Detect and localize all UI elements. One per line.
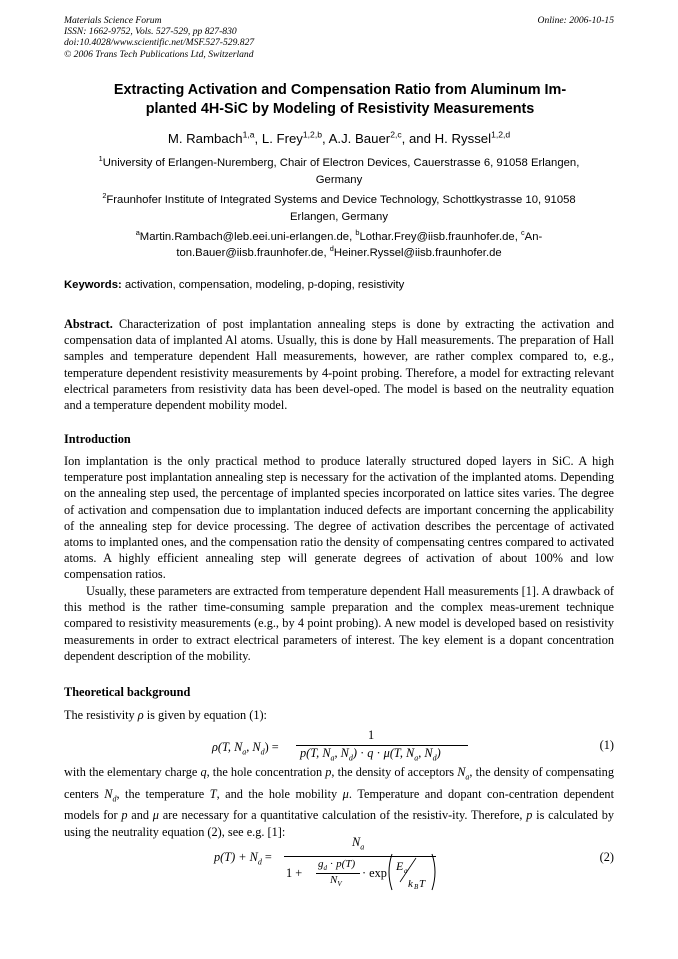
theory-paragraph [64, 764, 614, 840]
email-sup: d [329, 244, 334, 254]
journal-issn: ISSN: 1662-9752, Vols. 527-529, pp 827-830 [64, 26, 237, 38]
journal-doi: doi:10.4028/www.scientific.net/MSF.527-529.827 [64, 37, 255, 49]
title-line-2: planted 4H-SiC by Modeling of Resistivity Measurements [145, 101, 535, 117]
theory-text: with the elementary charge [64, 765, 201, 779]
eq1-denominator: p(T, $N_a$, $N_d) \cdot q \cdot \mu(T$, $N_a$, $N_d$) [300, 746, 441, 763]
symbol: N [457, 765, 466, 779]
eq1-lhs-text: ρ(T, N [212, 740, 243, 754]
email-address[interactable]: Heiner.Ryssel@iisb.fraunhofer.de [333, 247, 502, 259]
online-date: Online: 2006-10-15 [537, 15, 614, 26]
theory-text: and [127, 808, 153, 823]
symbol: q [200, 765, 207, 779]
svg-text:B: B [414, 883, 419, 891]
eq2-inner-denominator: $N_V$ [330, 874, 342, 889]
theory-text: , the hole concentration [206, 765, 326, 779]
symbol: N [104, 786, 113, 801]
email-address[interactable]: An- [524, 231, 543, 243]
svg-text:k: k [408, 878, 413, 890]
symbol: T [209, 786, 217, 801]
symbol: μ [152, 808, 159, 823]
email-sup: c [521, 228, 525, 238]
email-sup: a [135, 228, 140, 238]
section-heading-introduction: Introduction [64, 432, 131, 446]
eq2-one-plus: 1 + [286, 866, 303, 880]
introduction-paragraph-2: Usually, these parameters are extracted from temperature dependent Hall measurements [1]. A drawback of this method is the rather time-consuming sample preparation and the complex meas-urement technique compared to resistivity measurements (e.g., by 4 point probing). A new model is developed based on resistivity measurements in order to extract electrical parameters of interest. The key element is a dopant concentration dependent description of the mobility. [64, 584, 614, 663]
affiliation-text: University of Erlangen-Nuremberg, Chair of Electron Devices, Cauerstrasse 6, 91058 Erlangen, [102, 157, 580, 169]
journal-header [64, 15, 254, 60]
author-sup: 1,a [242, 129, 255, 140]
affiliation-text: Germany [315, 174, 363, 186]
theory-text: The resistivity [64, 708, 138, 722]
affiliation-text: Erlangen, Germany [290, 211, 388, 223]
eq2-inner-numerator: $g_d \cdot p(T)$ [318, 858, 356, 873]
theory-text: are necessary for a quantitative calculation of the resistiv-ity. Therefore, [158, 808, 527, 823]
affiliation-text: Fraunhofer Institute of Integrated Systems and Device Technology, Schottkystrasse 10, 91058 [106, 194, 576, 206]
section-heading-theory: Theoretical background [64, 685, 191, 699]
keywords-text: activation, compensation, modeling, p-doping, resistivity [121, 279, 405, 291]
eq2-numerator: $N_a$ [352, 835, 365, 852]
eq1-sub: a [242, 747, 247, 757]
author-name: M. Rambach [167, 131, 243, 146]
author-sup: 1,2,b [302, 129, 322, 140]
affiliation-1 [64, 155, 614, 189]
keywords [64, 279, 614, 291]
author-separator: , and [401, 131, 435, 146]
svg-text:T: T [419, 878, 426, 890]
theory-text: , and the hole mobility [216, 786, 343, 801]
abstract-text: Characterization of post implantation annealing steps is done by extracting the activation and compensation data of implanted Al atoms. Usually, this is done by Hall measurements. The preparation of Hall samples and temperature dependent Hall measurements, however, are rather complex compared to, e.g., temperature dependent resistivity measurements by 4-point probing. Therefore, a model for extracting relevant electrical parameters from resistivity data has been devel-oped. The model is based on the neutrality equation and a temperature dependent mobility model. [64, 317, 614, 413]
author-separator: , [254, 131, 262, 146]
symbol-sub: a [465, 772, 470, 782]
affiliation-sup: 2 [102, 191, 107, 201]
email-sup: b [355, 228, 360, 238]
author-name: H. Ryssel [434, 131, 492, 146]
author-name: L. Frey [261, 131, 303, 146]
email-address[interactable]: Lothar.Frey@iisb.fraunhofer.de, [359, 231, 521, 243]
symbol: p [325, 765, 332, 779]
theory-text: , the density of acceptors [331, 765, 458, 779]
symbol: p [121, 808, 128, 823]
email-address[interactable]: Martin.Rambach@leb.eei.uni-erlangen.de, [139, 231, 356, 243]
svg-text:a: a [404, 867, 408, 875]
affiliation-2 [64, 192, 614, 226]
journal-copyright: © 2006 Trans Tech Publications Ltd, Switzerland [64, 48, 254, 60]
author-list [64, 131, 614, 146]
title-line-1: Extracting Activation and Compensation Ratio from Aluminum Im- [113, 82, 567, 98]
symbol: p [526, 808, 533, 823]
theory-text: . Temperature and dopant con-centration dependent models for [64, 786, 614, 823]
theory-text: , the density of compensating centers [64, 765, 614, 801]
abstract-label: Abstract. [64, 317, 113, 331]
eq2-exp: · exp [362, 866, 387, 880]
eq1-lhs [212, 740, 279, 756]
introduction-paragraph-1: Ion implantation is the only practical method to produce laterally structured doped layers in SiC. A high temperature post implantation annealing step is necessary for the activation of the implanted atoms. Depending on the annealing step used, the percentage of implanted species incorporated on lattice sites varies. The degree of activation and compensation due to implantation induced defects are important concerning the applicability of the annealing step for device processing. The degree of activation describes the percentage of activated atoms to implanted ones, and the compensation ratio the density of compensating centres compared to activated atoms. A highly efficient annealing step will generate degrees of activation of about 100% and low compensation ratios. [64, 454, 614, 582]
keywords-label: Keywords: [64, 279, 122, 291]
eq1-sub: d [260, 747, 265, 757]
eq2-number: (2) [599, 850, 614, 864]
theory-text: is given by equation (1): [143, 708, 267, 722]
paper-title [70, 81, 610, 119]
symbol-sub: d [112, 794, 117, 804]
author-sup: 1,2,d [491, 129, 511, 140]
svg-text:E: E [396, 859, 404, 873]
eq2-exp-argument [386, 852, 438, 892]
eq1-lhs-text: ) = [264, 740, 279, 754]
rho-symbol: ρ [137, 708, 144, 722]
theory-text: , the temperature [116, 786, 210, 801]
eq1-lhs-text: , N [246, 740, 261, 754]
eq1-number: (1) [599, 738, 614, 752]
eq2-lhs: $p(T) + N_d$ = [214, 850, 272, 867]
journal-name: Materials Science Forum [64, 15, 162, 26]
author-sup: 2,c [390, 129, 402, 140]
author-emails [64, 229, 614, 261]
author-name: A.J. Bauer [328, 131, 391, 146]
email-address[interactable]: ton.Bauer@iisb.fraunhofer.de, [176, 247, 330, 259]
theory-text: is calculated by using the neutrality equation (2), see e.g. [1]: [64, 808, 615, 839]
symbol: μ [342, 786, 349, 801]
theory-intro [64, 708, 267, 723]
eq1-numerator: 1 [368, 728, 375, 742]
affiliation-sup: 1 [98, 154, 103, 164]
abstract [64, 316, 614, 413]
author-separator: , [322, 131, 329, 146]
